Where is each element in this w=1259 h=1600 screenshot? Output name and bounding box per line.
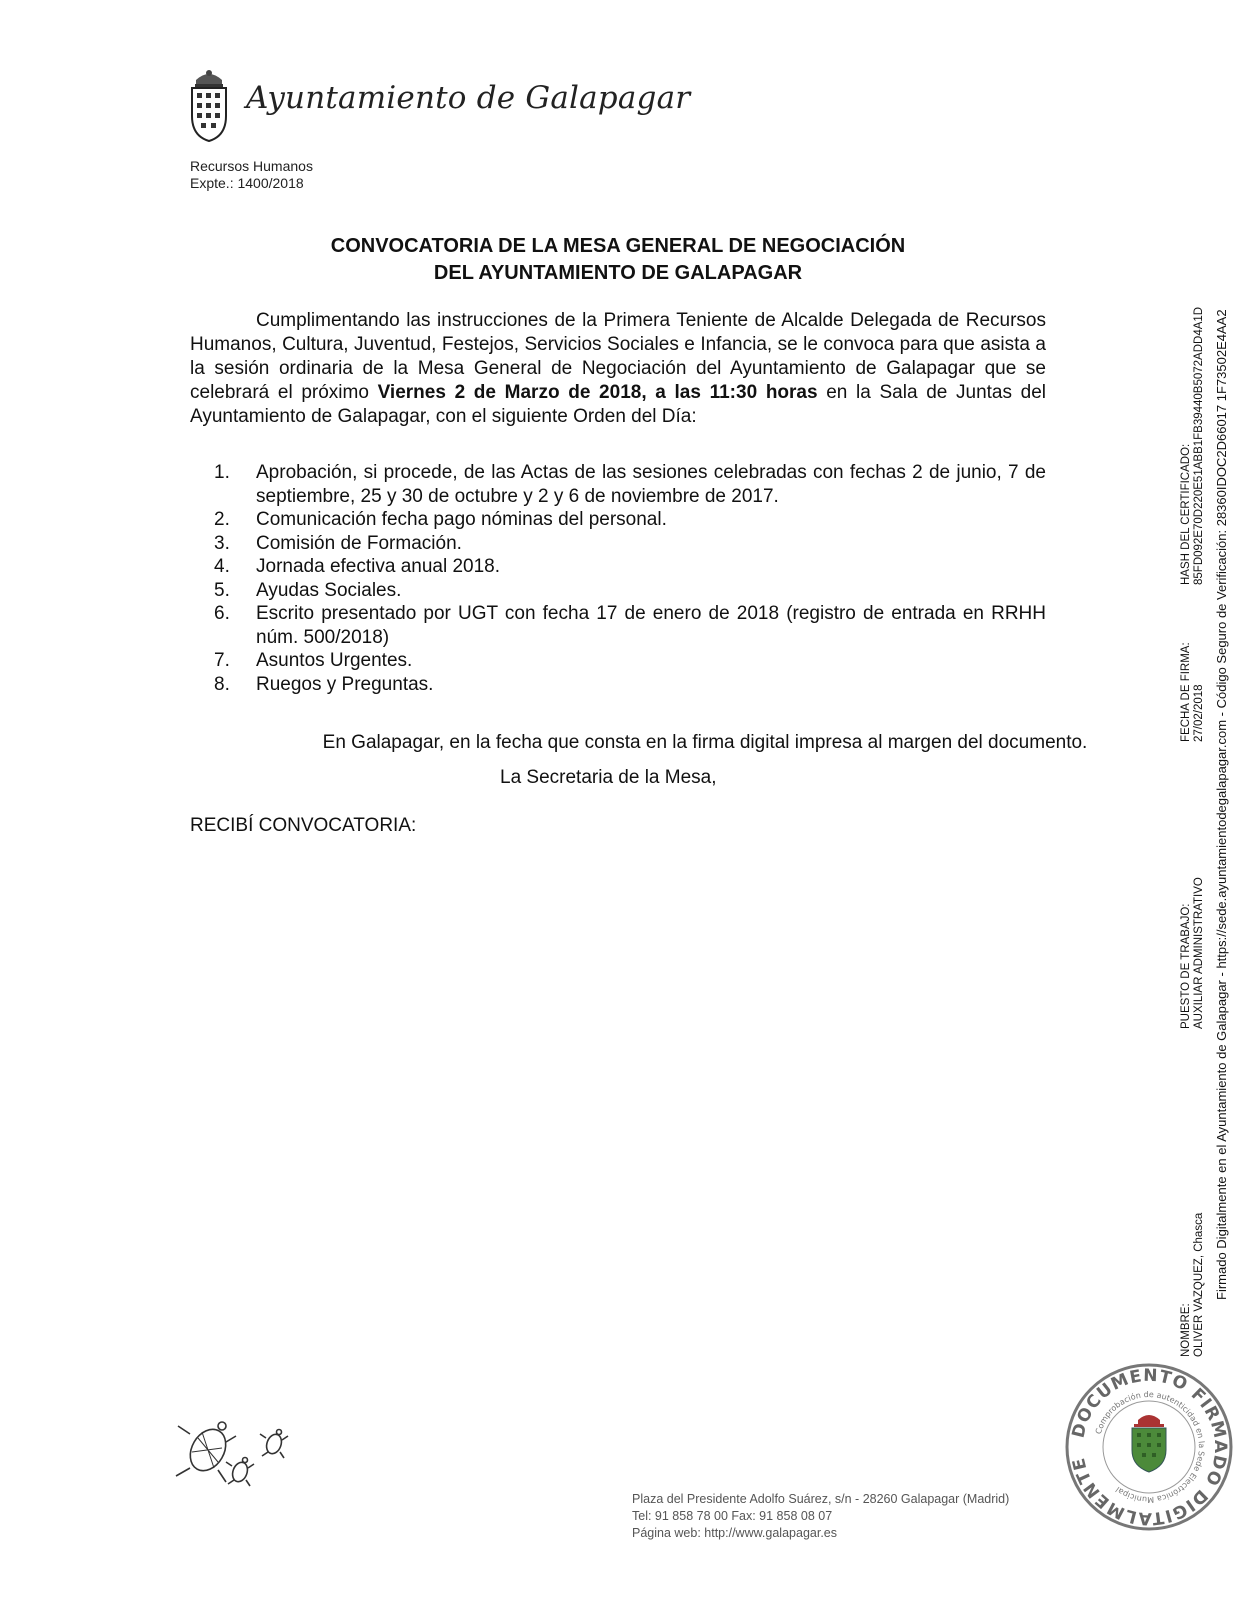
agenda-item-text: Jornada efectiva anual 2018. bbox=[256, 556, 501, 577]
intro-paragraph bbox=[190, 309, 1046, 429]
agenda-item bbox=[190, 508, 1046, 532]
footer-address: Plaza del Presidente Adolfo Suárez, s/n - 28260 Galapagar (Madrid) bbox=[632, 1492, 1010, 1506]
agenda-item-number: 5. bbox=[214, 579, 230, 601]
document-title-line-2: DEL AYUNTAMIENTO DE GALAPAGAR bbox=[433, 262, 803, 284]
closing-statement: En Galapagar, en la fecha que consta en la firma digital impresa al margen del documento. bbox=[322, 732, 1088, 753]
document-title-line-1: CONVOCATORIA DE LA MESA GENERAL DE NEGOCIACIÓN bbox=[330, 235, 906, 257]
footer-phone: Tel: 91 858 78 00 Fax: 91 858 08 07 bbox=[632, 1509, 833, 1523]
agenda-item-text: Asuntos Urgentes. bbox=[256, 650, 413, 671]
agenda-item bbox=[190, 461, 1046, 508]
turtles-logo-icon bbox=[170, 1412, 300, 1492]
agenda-item-number: 4. bbox=[214, 556, 230, 577]
signer-name-block bbox=[1180, 1213, 1206, 1357]
signer-post-value: AUXILIAR ADMINISTRATIVO bbox=[1193, 877, 1205, 1029]
agenda-item-text: Ayudas Sociales. bbox=[256, 579, 402, 601]
received-label: RECIBÍ CONVOCATORIA: bbox=[190, 815, 417, 836]
agenda-item bbox=[190, 602, 1046, 649]
secretary-signature-line: La Secretaria de la Mesa, bbox=[500, 767, 717, 788]
intro-text-end: en la Sala de Juntas del Ayuntamiento de Galapagar, con el siguiente Orden del Día: bbox=[190, 382, 1047, 427]
stamp-inner-text: Comprobación de autenticidad en la Sede Electrónica Municipal bbox=[1093, 1389, 1207, 1505]
certificate-hash-value: 85FD092E70D220E51ABB1FB39440B5072ADD4A1D bbox=[1193, 306, 1205, 585]
intro-text-start: Cumplimentando las instrucciones de la Primera Teniente de Alcalde Delegada de Recursos Humanos, Cultura, Juventud, Festejos, Servicios Sociales e Infancia, se le convoca para que asista a la sesión ordinaria de la Mesa General de Negociación del Ayuntamiento de Galapagar que se celebrará el próximo bbox=[190, 310, 1046, 403]
organization-name: Ayuntamiento de Galapagar bbox=[246, 80, 691, 116]
agenda-list bbox=[190, 461, 1046, 696]
agenda-item bbox=[190, 673, 1046, 697]
department-label: Recursos Humanos bbox=[190, 158, 313, 174]
municipal-coat-of-arms-icon bbox=[188, 66, 230, 142]
certificate-hash-label: HASH DEL CERTIFICADO: bbox=[1180, 443, 1192, 585]
agenda-item-text: Ruegos y Preguntas. bbox=[256, 673, 434, 695]
signer-name-label: NOMBRE: bbox=[1180, 1303, 1192, 1357]
agenda-item-number: 7. bbox=[214, 650, 230, 671]
agenda-item bbox=[190, 555, 1046, 579]
agenda-item bbox=[190, 532, 1046, 556]
agenda-item-number: 2. bbox=[214, 509, 230, 530]
agenda-item-number: 3. bbox=[214, 532, 230, 554]
footer-website: Página web: http://www.galapagar.es bbox=[632, 1526, 837, 1540]
agenda-item-text: Comisión de Formación. bbox=[256, 532, 462, 554]
agenda-item-text: Escrito presentado por UGT con fecha 17 de enero de 2018 (registro de entrada en RRHH núm. 500/2018) bbox=[256, 603, 1046, 648]
agenda-item-number: 6. bbox=[214, 603, 230, 624]
agenda-item-number: 1. bbox=[214, 462, 230, 483]
signature-date-label: FECHA DE FIRMA: bbox=[1180, 642, 1192, 742]
certificate-hash-block bbox=[1180, 307, 1206, 585]
signer-post-block bbox=[1180, 877, 1206, 1029]
agenda-item bbox=[190, 649, 1046, 673]
signature-date-value: 27/02/2018 bbox=[1193, 684, 1205, 742]
agenda-item-text: Aprobación, si procede, de las Actas de las sesiones celebradas con fechas 2 de junio, 7 de septiembre, 25 y 30 de octubre y 2 y 6 de noviembre de 2017. bbox=[256, 462, 1046, 507]
signer-post-label: PUESTO DE TRABAJO: bbox=[1180, 903, 1192, 1029]
file-reference: Expte.: 1400/2018 bbox=[190, 175, 304, 191]
verification-code-line: Firmado Digitalmente en el Ayuntamiento de Galapagar - https://sede.ayuntamientodegalapagar.com - Código Seguro de Verificación: 28360IDOC2D66017 1F73502E4AA2 bbox=[1214, 309, 1229, 1300]
agenda-item-number: 8. bbox=[214, 673, 230, 695]
stamp-seal-icon bbox=[1064, 1362, 1234, 1532]
signature-date-block bbox=[1180, 642, 1206, 742]
signer-name-value: OLIVER VAZQUEZ, Chasca bbox=[1193, 1212, 1205, 1357]
stamp-outer-text: DOCUMENTO FIRMADO DIGITALMENTE bbox=[1068, 1365, 1231, 1529]
agenda-item-text: Comunicación fecha pago nóminas del personal. bbox=[256, 509, 667, 530]
meeting-date-time: Viernes 2 de Marzo de 2018, a las 11:30 horas bbox=[377, 382, 818, 403]
agenda-item bbox=[190, 579, 1046, 603]
